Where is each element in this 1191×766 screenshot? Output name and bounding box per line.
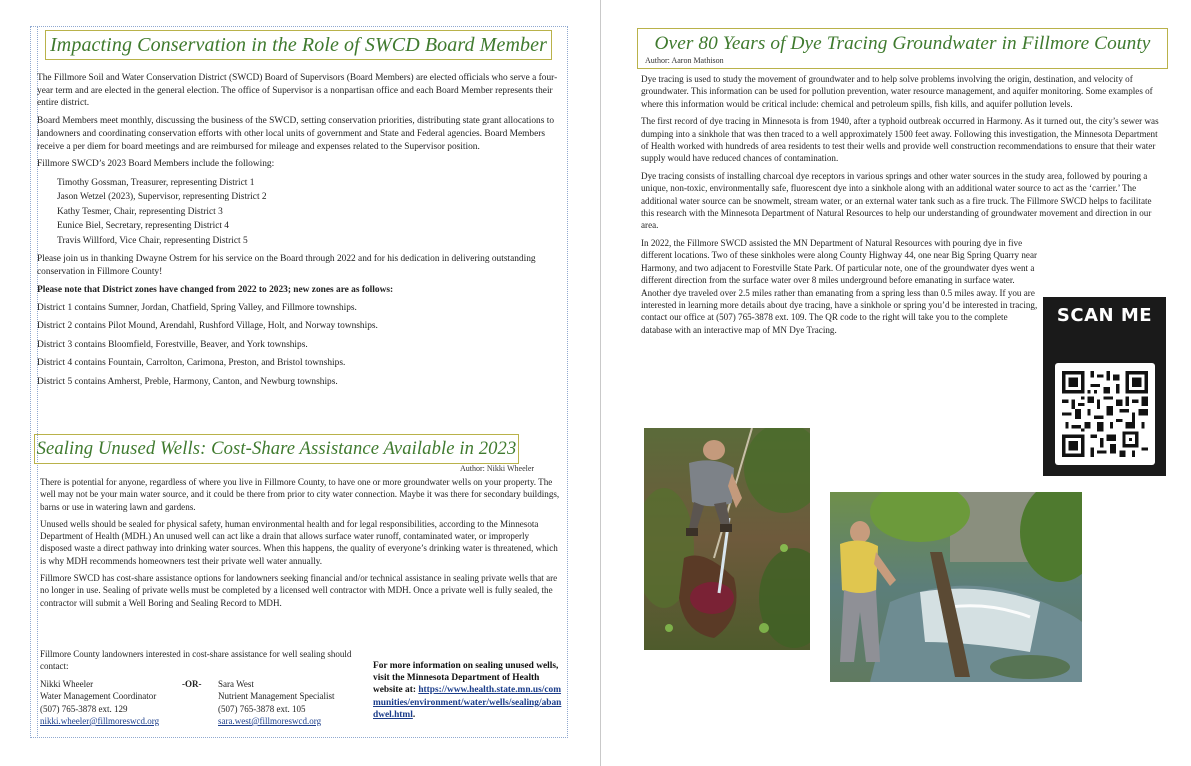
qr-code-panel[interactable] [1043,297,1166,476]
byline: Author: Nikki Wheeler [460,464,535,473]
article-title-sealing-wells: Sealing Unused Wells: Cost-Share Assistance Available in 2023 [34,434,519,464]
board-member-item: Eunice Biel, Secretary, representing District 4 [57,221,229,232]
board-member-item: Travis Willford, Vice Chair, representing District 5 [57,235,248,246]
contact-name: Sara West [218,679,254,689]
paragraph: Unused wells should be sealed for physical safety, human environmental health and for legal responsibilities, according to the Minnesota Department of Health (MDH.) An unused well can act like a drain that allows surface water runoff, contaminated water, or improperly disposed waste a direct pathway into drinking water sources. When this happens, the quality of everyone’s drinking water is threatened, which is why MDH recommends homeowners test their private well water annually. [40,518,558,566]
paragraph: Dye tracing consists of installing charcoal dye receptors in various springs and other water sources in the study area, followed by pouring a unique, non-toxic, environmentally safe, fluorescent dye into a sinkhole along with an additional water source to act as the ‘carrier.’ The additional water source can be snowmelt, stream water, or an external water tank such as a fire truck. The Fillmore SWCD helps to facilitate this research with the Minnesota Department of Natural Resources to help our understanding of groundwater movement and direction in our area. [641,170,1152,231]
paragraph: Please join us in thanking Dwayne Ostrem for his service on the Board through 2022 and for his dedication in delivering outstanding conservation in Fillmore County! [37,254,536,278]
contact-role: Nutrient Management Specialist [218,691,335,702]
photo-river-sampling [830,492,1082,682]
byline: Author: Aaron Mathison [645,56,724,65]
district-item: District 4 contains Fountain, Carrolton, Carimona, Preston, and Bristol townships. [37,358,346,369]
paragraph: There is potential for anyone, regardless of where you live in Fillmore County, to have one or more groundwater wells on your property. The well may not be your main water source, and it could be there from prior to city water connection. Maybe it was there for secondary buildings, barns or use in watering lawn and gardens. [40,477,560,512]
contact-nikki [40,678,200,727]
paragraph: The first record of dye tracing in Minnesota is from 1940, after a typhoid outbreak occurred in Harmony. As it turned out, the city’s sewer was dumping into a sinkhole that was then traced to a well approximately 1500 feet away. Following this investigation, the Minnesota Department of Health worked with hundreds of area residents to test their wells and provide well construction recommendations to ensure that their water supply would have reduced chances of contamination. [641,116,1159,164]
qr-code[interactable] [1055,363,1155,465]
paragraph: Fillmore SWCD’s 2023 Board Members include the following: [37,159,275,170]
district-item: District 5 contains Amherst, Preble, Harmony, Canton, and Newburg townships. [37,376,338,387]
article-title-board-member: Impacting Conservation in the Role of SWCD Board Member [45,30,552,60]
paragraph: Dye tracing is used to study the movement of groundwater and to help solve problems involving the origin, destination, and velocity of groundwater. This information can be used for pollution prevention, water resource management, and aquifer monitoring. Some examples of where this information would be critical include: chemical and petroleum spills, fish kills, and aquifer pollution levels. [641,74,1153,109]
contact-or: -OR- [182,679,202,689]
board-member-item: Kathy Tesmer, Chair, representing District 3 [57,206,223,217]
contact-email-link[interactable]: sara.west@fillmoreswcd.org [218,715,322,726]
contact-name: Nikki Wheeler [40,679,94,689]
district-item: District 3 contains Bloomfield, Forestville, Beaver, and York townships. [37,339,308,350]
dye-pouring-photo-image [644,428,810,650]
board-member-list [37,176,563,249]
paragraph: Fillmore SWCD has cost-share assistance options for landowners seeking financial and/or technical assistance in sealing private wells that are no longer in use. Sealing of private wells must be completed by a licensed well contractor with MDH. Once a private well is fully sealed, the contractor will submit a Well Boring and Sealing Record to MDH. [40,573,558,608]
paragraph: In 2022, the Fillmore SWCD assisted the MN Department of Natural Resources with pouring dye in five different locations. Two of these sinkholes were along County Highway 44, one near Big Spring Quarry near Harmony, and two adjacent to Forestville State Park. Of particular note, one of the groundwater dyes went a different direction from the surface water over 8 miles underground before emanating in surface water. Another dye traveled over 2.5 miles rather than emanating from a spring less than 0.5 miles away. If you are interested in learning more details about dye tracing, have a sinkhole or spring you’d be interested in tracing, contact our office at (507) 765-3878 ext. 109. The QR code to the right will take you to the complete database with an interactive map of MN Dye Tracing. [641,237,1038,335]
district-change-note: Please note that District zones have changed from 2022 to 2023; new zones are as follows: [37,284,394,295]
scan-me-label: SCAN ME [1056,305,1153,326]
paragraph: Board Members meet monthly, discussing the business of the SWCD, setting conservation priorities, distributing state grant allocations to landowners and coordinating conservation efforts with other local units of government and State and Federal agencies. Board Members receive a per diem for board meetings and are reimbursed for mileage and expenses related to the Supervisor position. [37,116,555,152]
contact-lead: Fillmore County landowners interested in cost-share assistance for well sealing should contact: [40,649,352,672]
contact-phone: (507) 765-3878 ext. 129 [40,703,128,714]
mdh-website-link[interactable]: https://www.health.state.mn.us/communities/environment/water/wells/sealing/abandwel.html [373,685,562,720]
contact-sara [218,678,378,727]
article-title-dye-tracing: Over 80 Years of Dye Tracing Groundwater in Fillmore County [637,28,1168,69]
contact-phone: (507) 765-3878 ext. 105 [218,703,306,714]
board-member-item: Timothy Gossman, Treasurer, representing District 1 [57,177,255,188]
contact-role: Water Management Coordinator [40,691,157,702]
board-member-item: Jason Wetzel (2023), Supervisor, representing District 2 [57,192,267,203]
more-info-period: . [412,709,416,720]
contact-email-link[interactable]: nikki.wheeler@fillmoreswcd.org [40,715,160,726]
river-sampling-photo-image [830,492,1082,682]
paragraph: The Fillmore Soil and Water Conservation District (SWCD) Board of Supervisors (Board Members) are elected officials who serve a four-year term and are elected in the general election. The office of Supervisor is a nonpartisan office and each Board Member represents their entire district. [37,73,558,109]
qr-code-icon [1059,368,1151,460]
article-body-board-member [37,72,563,394]
more-info-text: For more information on sealing unused wells, visit the Minnesota Department of Health website at: [373,661,559,696]
photo-dye-pouring [644,428,810,650]
district-item: District 1 contains Sumner, Jordan, Chatfield, Spring Valley, and Fillmore townships. [37,302,357,313]
district-item: District 2 contains Pilot Mound, Arendahl, Rushford Village, Holt, and Norway townships. [37,321,378,332]
article-body-sealing-wells [40,476,560,614]
more-info-box [373,660,563,721]
contact-section [40,648,370,726]
